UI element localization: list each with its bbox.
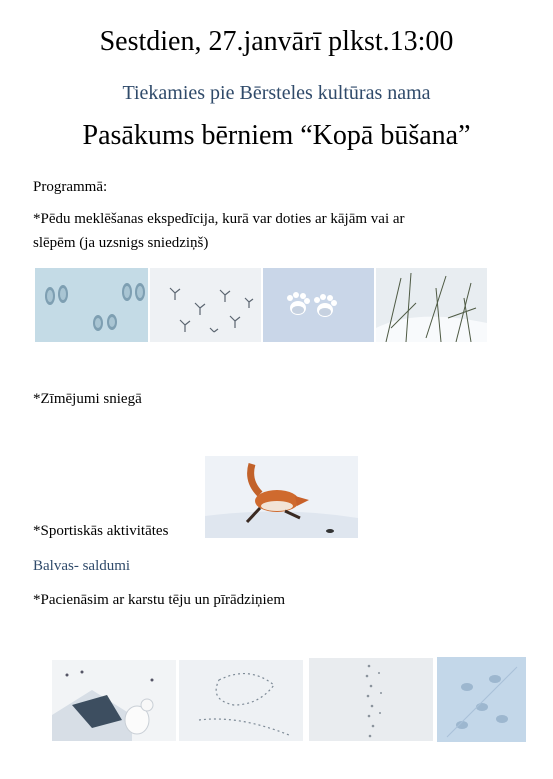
heart-tracks-photo (179, 660, 303, 741)
dog-in-snow-photo (52, 660, 176, 741)
headline-date: Sestdien, 27.janvārī plkst.13:00 (99, 26, 454, 57)
tracks-line-1: *Pēdu meklēšanas ekspedīcija, kurā var doties ar kājām vai ar (33, 211, 405, 227)
bird-tracks-photo (150, 268, 261, 342)
program-label: Programmā: (33, 179, 108, 195)
winter-grass-photo (376, 268, 487, 342)
treat-item: *Pacienāsim ar karstu tēju un pīrādziņiem (33, 592, 286, 608)
animal-trail-photo (309, 658, 433, 741)
snow-prints-photo (437, 657, 526, 742)
tracks-line-2: slēpēm (ja uzsnigs sniedziņš) (33, 235, 209, 251)
event-title: Pasākums bērniem “Kopā būšana” (82, 120, 471, 151)
paw-prints-photo (263, 268, 374, 342)
fox-in-snow-photo (205, 456, 358, 538)
drawings-item: *Zīmējumi sniegā (33, 391, 142, 407)
boot-prints-photo (35, 268, 148, 342)
meeting-place: Tiekamies pie Bērsteles kultūras nama (122, 82, 431, 104)
prizes-item: Balvas- saldumi (33, 558, 131, 574)
sports-item: *Sportiskās aktivitātes (33, 523, 169, 539)
